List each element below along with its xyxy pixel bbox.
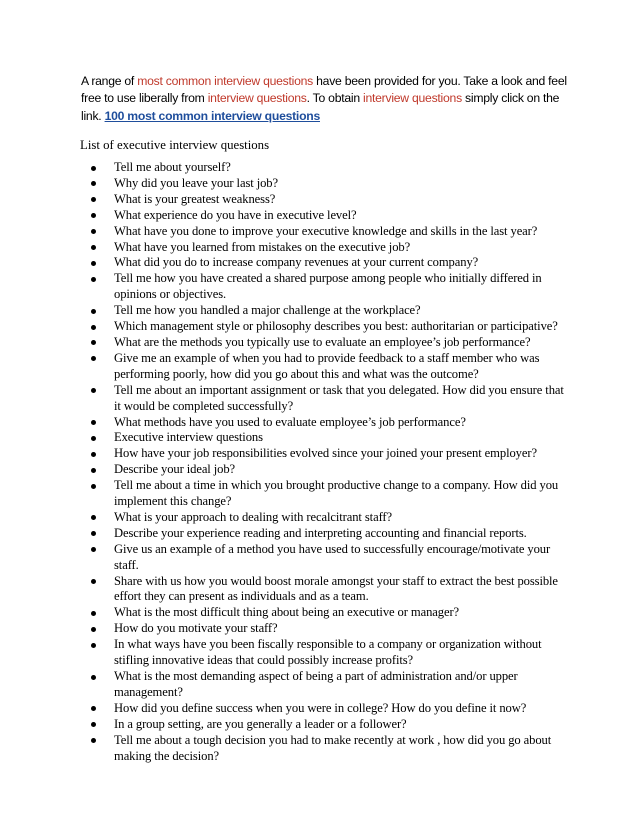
list-heading: List of executive interview questions <box>80 138 270 152</box>
bullet-icon <box>91 484 96 489</box>
list-item <box>0 621 569 637</box>
bullet-icon <box>91 420 96 425</box>
question-text: What is your approach to dealing with recalcitrant staff? <box>114 509 393 524</box>
question-text: How do you motivate your staff? <box>114 621 278 636</box>
bullet-icon <box>91 229 96 234</box>
bullet-icon <box>91 181 96 186</box>
question-text: Give me an example of when you had to provide feedback to a staff member who was performing poorly, how did you go about this and what was the outcome? <box>114 350 540 381</box>
question-text: What methods have you used to evaluate employee’s job performance? <box>114 414 466 429</box>
bullet-icon <box>91 261 96 266</box>
bullet-icon <box>91 738 96 743</box>
question-text: What have you learned from mistakes on the executive job? <box>114 239 411 254</box>
question-text: Give us an example of a method you have used to successfully encourage/motivate your staff. <box>114 541 551 572</box>
question-text: Tell me about a time in which you brought productive change to a company. How did you implement this change? <box>114 478 559 509</box>
question-text: What is the most demanding aspect of being a part of administration and/or upper management? <box>114 669 518 699</box>
list-item <box>0 271 569 303</box>
list-item <box>0 478 569 510</box>
bullet-icon <box>91 643 96 648</box>
list-item <box>0 462 569 478</box>
question-text: Tell me how you handled a major challenge at the workplace? <box>114 303 421 318</box>
question-text: Describe your ideal job? <box>114 462 236 477</box>
bullet-icon <box>91 515 96 520</box>
list-item <box>0 701 569 717</box>
bullet-icon <box>91 436 96 441</box>
question-text: What is your greatest weakness? <box>114 191 276 206</box>
bullet-icon <box>91 388 96 393</box>
intro-text-3: . To obtain <box>306 91 364 106</box>
question-list <box>0 160 638 764</box>
bullet-icon <box>91 277 96 282</box>
intro-text-2: have been provided for you. Take a look and feel free to use liberally from <box>81 74 567 106</box>
list-item <box>0 574 569 606</box>
bullet-icon <box>91 675 96 680</box>
bullet-icon <box>91 309 96 314</box>
list-item <box>0 383 569 415</box>
keyword-link-interview-questions-2[interactable]: interview questions <box>363 91 462 106</box>
bullet-icon <box>91 325 96 330</box>
list-item <box>0 303 569 319</box>
list-item <box>0 446 569 462</box>
intro-paragraph <box>81 73 571 125</box>
question-text: What is the most difficult thing about being an executive or manager? <box>114 605 460 620</box>
intro-text-1: A range of <box>81 74 138 88</box>
question-text: Executive interview questions <box>114 430 263 445</box>
list-item <box>0 526 569 542</box>
question-text: What are the methods you typically use to evaluate an employee’s job performance? <box>114 334 531 349</box>
list-item <box>0 160 569 176</box>
list-item <box>0 637 569 669</box>
bullet-icon <box>91 706 96 711</box>
list-item <box>0 717 569 733</box>
question-text: Share with us how you would boost morale amongst your staff to extract the best possible effort they can present as individuals and as a team. <box>114 573 558 604</box>
list-item <box>0 319 569 335</box>
list-item <box>0 208 569 224</box>
bullet-icon <box>91 340 96 345</box>
list-item <box>0 415 569 431</box>
intro-text-4: simply click on the link. <box>81 91 560 123</box>
bullet-icon <box>91 213 96 218</box>
bullet-icon <box>91 579 96 584</box>
bullet-icon <box>91 627 96 632</box>
questions-link[interactable]: 100 most common interview questions <box>104 108 320 123</box>
question-text: Tell me about yourself? <box>114 160 231 174</box>
question-text: In a group setting, are you generally a leader or a follower? <box>114 716 407 731</box>
bullet-icon <box>91 356 96 361</box>
bullet-icon <box>91 722 96 727</box>
list-item <box>0 605 569 621</box>
list-item <box>0 430 569 446</box>
bullet-icon <box>91 452 96 457</box>
question-text: What have you done to improve your executive knowledge and skills in the last year? <box>114 223 538 238</box>
bullet-icon <box>91 611 96 616</box>
question-text: What did you do to increase company revenues at your current company? <box>114 255 479 270</box>
list-item <box>0 255 569 271</box>
question-text: Tell me about a tough decision you had to make recently at work , how did you go about making the decision? <box>114 732 552 763</box>
question-text: In what ways have you been fiscally responsible to a company or organization without stifling innovative ideas that could possibly increase profits? <box>114 637 542 668</box>
keyword-link-most-common[interactable]: most common interview questions <box>137 74 314 88</box>
list-item <box>0 240 569 256</box>
question-text: Which management style or philosophy describes you best: authoritarian or participative? <box>114 319 558 334</box>
list-item <box>0 542 569 574</box>
bullet-icon <box>91 547 96 552</box>
bullet-icon <box>91 468 96 473</box>
bullet-icon <box>91 531 96 536</box>
list-item <box>0 335 569 351</box>
list-item <box>0 176 569 192</box>
question-text: Tell me how you have created a shared purpose among people who initially differed in opinions or objectives. <box>114 271 542 302</box>
list-item <box>0 192 569 208</box>
question-text: Why did you leave your last job? <box>114 175 278 190</box>
list-item <box>0 733 569 765</box>
question-text: Describe your experience reading and interpreting accounting and financial reports. <box>114 525 527 540</box>
bullet-icon <box>91 197 96 202</box>
keyword-link-interview-questions-1[interactable]: interview questions <box>207 91 307 106</box>
bullet-icon <box>91 245 96 250</box>
question-text: How did you define success when you were in college? How do you define it now? <box>114 700 527 715</box>
list-item <box>0 351 569 383</box>
question-text: Tell me about an important assignment or task that you delegated. How did you ensure that it would be completed successfully? <box>114 382 564 413</box>
bullet-icon <box>91 166 96 171</box>
list-item <box>0 510 569 526</box>
list-item <box>0 224 569 240</box>
question-text: How have your job responsibilities evolved since your joined your present employer? <box>114 446 537 461</box>
list-item <box>0 669 569 701</box>
question-text: What experience do you have in executive level? <box>114 207 357 222</box>
